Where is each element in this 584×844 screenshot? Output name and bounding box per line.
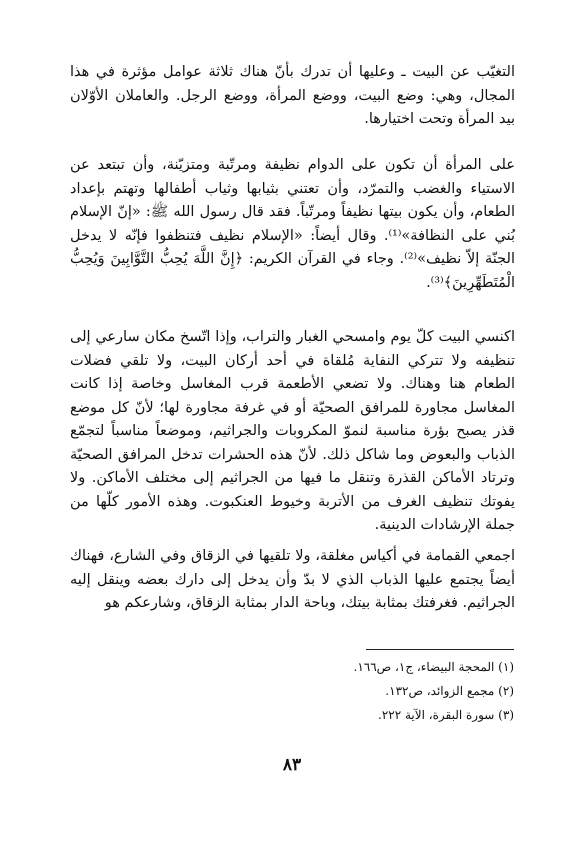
footnote-1: (١) المحجة البيضاء، ج١، ص١٦٦. (353, 660, 514, 674)
footnote-divider (366, 649, 514, 650)
page-number: ٨٣ (282, 755, 302, 775)
body-paragraph (70, 154, 515, 295)
footnote-2: (٢) مجمع الزوائد، ص١٣٢. (385, 684, 514, 698)
body-paragraph (70, 326, 515, 538)
paragraph-text: التغيّب عن البيت ـ وعليها أن تدرك بأنّ هناك ثلاثة عوامل مؤثرة في هذا المجال، وهي: وضع البيت، ووضع المرأة، ووضع الرجل. والعاملان الأوّلان بيد المرأة وتحت اختيارها. (70, 64, 515, 127)
body-paragraph (70, 61, 515, 132)
paragraph-text: اجمعي القمامة في أكياس مغلقة، ولا تلقيها في الزقاق وفي الشارع، فهناك أيضاً يجتمع عليها الذباب الذي لا بدّ وأن يدخل إلى دارك بعضه وينقل إليه الجراثيم. فغرفتك بمثابة بيتك، وباحة الدار بمثابة الزقاق، وشارعكم هو (70, 548, 515, 611)
paragraph-text: على المرأة أن تكون على الدوام نظيفة ومرتّبة ومتزيّنة، وأن تبتعد عن الاستياء والغضب والتمرّد، وأن تعتني بثيابها وثياب أطفالها وتهتم بإعداد الطعام، وأن يكون بيتها نظيفاً ومرتّباً. فقد قال رسول الله ﷺ: «إنّ الإسلام بُني على النظافة»⁽¹⁾. وقال أيضاً: «الإسلام نظيف فتنظفوا فإنّه لا يدخل الجنّة إلاّ نظيف»⁽²⁾. وجاء في القرآن الكريم: ﴿إِنَّ اللَّهَ يُحِبُّ التَّوَّابِينَ وَيُحِبُّ الْمُتَطَهِّرِينَ﴾⁽³⁾. (70, 157, 515, 291)
footnotes-section (69, 655, 514, 727)
footnote-3: (٣) سورة البقرة، الآية ٢٢٢. (377, 708, 514, 722)
paragraph-text: اكنسي البيت كلّ يوم وامسحي الغبار والتراب، وإذا اتّسخ مكان سارعي إلى تنظيفه ولا تتركي النفاية مُلقاة في أحد أركان البيت، ولا تلقي فضلات الطعام هنا وهناك. ولا تضعي الأطعمة قرب المغاسل وخاصة إذا كانت المغاسل مجاورة للمرافق الصحيّة أو في غرفة مجاورة لها؛ لأنّ كل موضع قذر يصبح بؤرة مناسبة لنموّ المكروبات والجراثيم، وموضعاً مناسباً لتجمّع الذباب والبعوض وما شاكل ذلك. لأنّ هذه الحشرات تدخل المرافق الصحيّة وترتاد الأماكن القذرة وتنقل ما فيها من الجراثيم إلى مختلف الأماكن. ولا يفوتك تنظيف الغرف من الأتربة وخيوط العنكبوت. وهذه الأمور كلّها من جملة الإرشادات الدينية. (70, 329, 515, 533)
body-paragraph (70, 545, 515, 616)
